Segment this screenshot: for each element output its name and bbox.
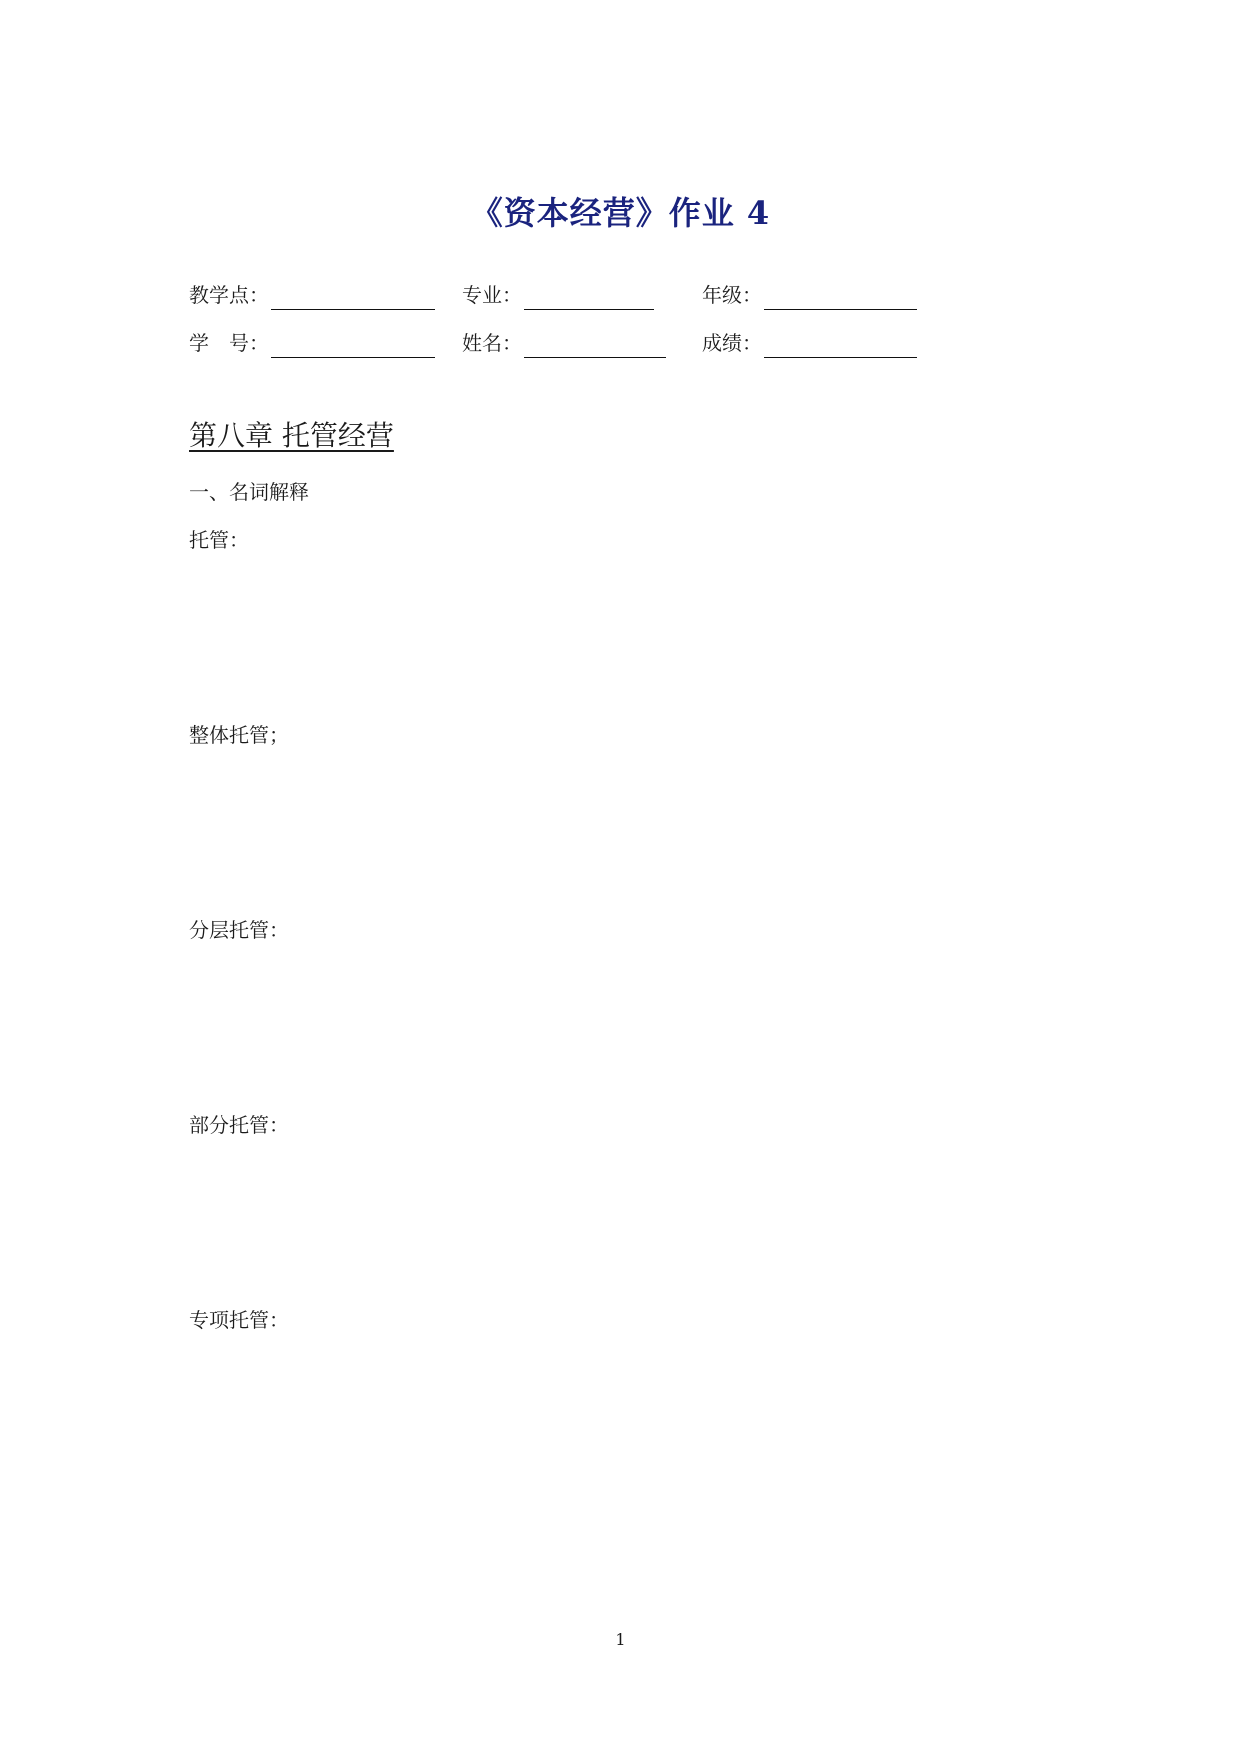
- major-field: [462, 280, 654, 310]
- info-row-2: [189, 328, 1089, 358]
- name-blank[interactable]: [524, 333, 666, 358]
- grade-level-label: 年级：: [702, 283, 762, 307]
- major-label: 专业：: [462, 283, 522, 307]
- name-label: 姓名：: [462, 331, 522, 355]
- grade-level-blank[interactable]: [764, 285, 917, 310]
- page-number: 1: [615, 1630, 626, 1649]
- grade-level-field: [702, 280, 917, 310]
- teaching-site-blank[interactable]: [271, 285, 435, 310]
- teaching-site-field: [189, 280, 435, 310]
- info-row-1: [189, 280, 1089, 310]
- score-field: [702, 328, 917, 358]
- term-label: 分层托管：: [189, 918, 289, 942]
- term-label: 专项托管：: [189, 1308, 289, 1332]
- student-id-label: 学 号：: [189, 331, 269, 355]
- chapter-title: 第八章 托管经营: [189, 419, 394, 452]
- score-blank[interactable]: [764, 333, 917, 358]
- student-id-field: [189, 328, 435, 358]
- term-label: 部分托管：: [189, 1113, 289, 1137]
- section-title: 一、名词解释: [189, 480, 309, 504]
- name-field: [462, 328, 666, 358]
- student-id-blank[interactable]: [271, 333, 435, 358]
- term-label: 整体托管；: [189, 723, 289, 747]
- term-label: 托管：: [189, 528, 249, 552]
- major-blank[interactable]: [524, 285, 654, 310]
- score-label: 成绩：: [702, 331, 762, 355]
- teaching-site-label: 教学点：: [189, 283, 269, 307]
- document-title: 《资本经营》作业 4: [470, 194, 771, 232]
